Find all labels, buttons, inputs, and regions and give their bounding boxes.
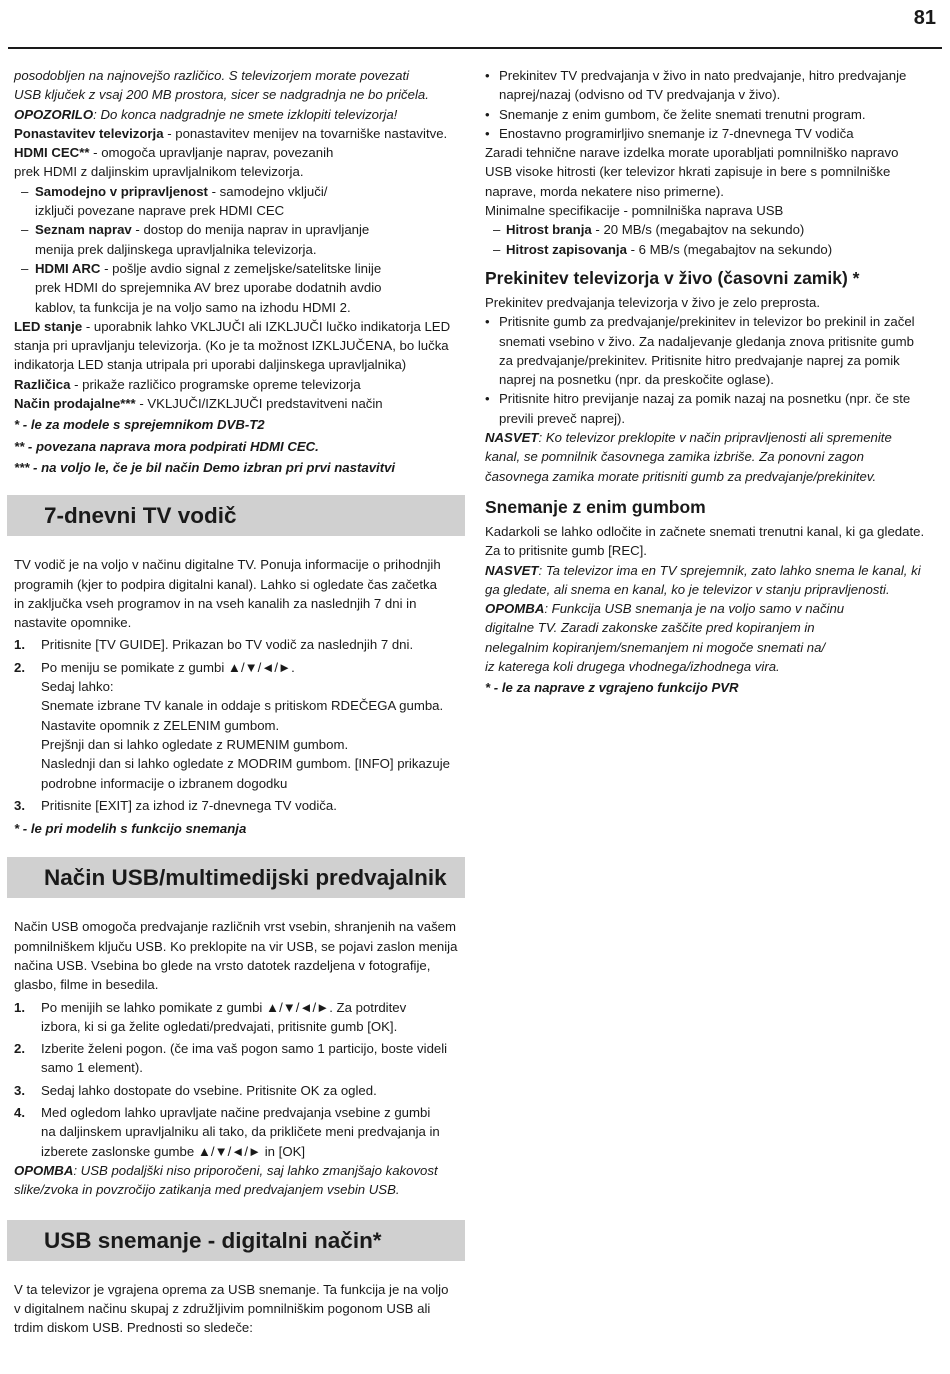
page-number: 81	[913, 7, 936, 29]
hdmi-cec-setting: HDMI CEC** - omogoča upravljanje naprav, povezanih	[14, 145, 334, 161]
usb-step-4: 4. Med ogledom lahko upravljate načine predvajanja vsebine z gumbi na daljinskem upravljalniku ali tako, da prikličete meni predvajanja in izberete zaslonske gumbe ▲/▼/◄/► in [OK]	[14, 1105, 440, 1159]
reset-setting: Ponastavitev televizorja - ponastavitev menijev na tovarniške nastavitve.	[14, 125, 448, 141]
timeshift-bullet: • Pritisnite hitro previjanje nazaj za pomik nazaj na posnetku (npr. če ste previli preveč naprej).	[485, 389, 937, 428]
footnote: *** - na voljo le, če je bil način Demo izbran pri prvi nastavitvi	[14, 459, 396, 475]
timeshift-tip: NASVET: Ko televizor preklopite v način pripravljenosti ali spremenite	[485, 430, 892, 446]
footnote: * - le za naprave z vgrajeno funkcijo PVR	[485, 680, 739, 696]
intro-line: posodobljen na najnovejšo različico. S televizorjem morate povezati	[14, 68, 410, 83]
cec-item-device-list: – Seznam naprav - dostop do menija naprav in upravljanje menija prek daljinskega upravljalnika televizorja.	[14, 220, 466, 259]
section-header-usb-player: Način USB/multimedijski predvajalnik	[7, 857, 465, 898]
guide-step-3: 3. Pritisnite [EXIT] za izhod iz 7-dnevnega TV vodiča.	[14, 797, 337, 813]
cec-item-arc: – HDMI ARC - pošlje avdio signal z zemeljske/satelitske linije prek HDMI do sprejemnika AV brez uporabe dodatnih avdio kablov, ta funkcija je na voljo samo na izhodu HDMI 2.	[14, 259, 466, 317]
section-header-usb-recording: USB snemanje - digitalni način*	[7, 1220, 465, 1261]
spec-read-speed: – Hitrost branja - 20 MB/s (megabajtov na sekundo)	[485, 220, 937, 239]
usb-step-1: 1. Po menijih se lahko pomikate z gumbi ▲/▼/◄/►. Za potrditev izbora, ki si ga želite ogledati/predvajati, pritisnite gumb [OK].	[14, 999, 407, 1034]
cec-item-standby: – Samodejno v pripravljenost - samodejno vključi/ izključi povezane naprave prek HDMI CEC	[14, 182, 466, 221]
usb-step-2: 2. Izberite želeni pogon. (če ima vaš pogon samo 1 particijo, boste videli samo 1 element).	[14, 1041, 448, 1076]
guide-step-1: 1. Pritisnite [TV GUIDE]. Prikazan bo TV vodič za naslednjih 7 dni.	[14, 637, 414, 653]
benefit-item: • Snemanje z enim gumbom, če želite snemati trenutni program.	[485, 105, 937, 124]
timeshift-bullet: • Pritisnite gumb za predvajanje/prekinitev in televizor bo prekinil in začel snemati vsebino v živo. Za nadaljevanje gledanja znova pritisnite gumb za predvajanje/prekinitev. Pritisnite hitro predvajanje naprej za pomik naprej na posnetku (npr. da preskočite oglase).	[485, 312, 937, 389]
footnote: * - le za modele s sprejemnikom DVB-T2	[14, 417, 265, 433]
benefit-item: • Enostavno programirljivo snemanje iz 7-dnevnega TV vodiča	[485, 124, 937, 143]
spec-write-speed: – Hitrost zapisovanja - 6 MB/s (megabajtov na sekundo)	[485, 240, 937, 259]
spec-title: Minimalne specifikacije - pomnilniška naprava USB	[485, 203, 784, 219]
shop-mode-setting: Način prodajalne*** - VKLJUČI/IZKLJUČI predstavitveni način	[14, 396, 383, 412]
one-touch-tip: NASVET: Ta televizor ima en TV sprejemnik, zato lahko snema le kanal, ki	[485, 562, 921, 578]
usb-step-3: 3. Sedaj lahko dostopate do vsebine. Pritisnite OK za ogled.	[14, 1082, 377, 1098]
led-setting: LED stanje - uporabnik lahko VKLJUČI ali IZKLJUČI lučko indikatorja LED	[14, 318, 451, 334]
section-header-tv-guide: 7-dnevni TV vodič	[7, 495, 465, 536]
benefit-item: • Prekinitev TV predvajanja v živo in nato predvajanje, hitro predvajanje naprej/nazaj (odvisno od TV predvajanja v živo).	[485, 66, 937, 105]
right-column: • Prekinitev TV predvajanja v živo in nato predvajanje, hitro predvajanje naprej/nazaj (odvisno od TV predvajanja v živo). • Snemanje z enim gumbom, če želite snemati trenutni program. • Enostavno programirljivo snemanje iz 7-dnevnega TV vodiča Zaradi tehnične narave izdelka morate uporabljati pomnilniško napravo USB visoke hitrosti (ker televizor hkrati zapisuje in bere s pomnilniške naprave, morda nekatere niso primerne). Minimalne specifikacije - pomnilniška naprava USB – Hitrost branja - 20 MB/s (megabajtov na sekundo) – Hitrost zapisovanja - 6 MB/s (megabajtov na sekundo) Prekinitev televizorja v živo (časovni zamik) * Prekinitev predvajanja televizorja v živo je zelo preprosta. • Pritisnite gumb za predvajanje/prekinitev in televizor bo prekinil in začel snemati vsebino v živo. Za nadaljevanje gledanja znova pritisnite gumb za predvajanje/prekinitev. Pritisnite hitro predvajanje naprej za pomik naprej na posnetku (npr. da preskočite oglase). • Pritisnite hitro previjanje nazaj za pomik nazaj na posnetku (npr. če ste previli preveč naprej). NASVET: Ko televizor preklopite v način pripravljenosti ali spremenite kanal, se pomnilnik časovnega zamika izbriše. Za ponovni zagon časovnega zamika morate pritisniti gumb za predvajanje/prekinitev. Snemanje z enim gumbom Kadarkoli se lahko odločite in začnete snemati trenutni kanal, ki ga gledate. Za to pritisnite gumb [REC]. NASVET: Ta televizor ima en TV sprejemnik, zato lahko snema le kanal, ki ga gledate, ali snema en kanal, ko je televizor v stanju pripravljenosti. OPOMBA: Funkcija USB snemanja je na voljo samo v načinu digitalne TV. Zaradi zakonske zaščite pred kopiranjem in nelegalnim kopiranjem/snemanjem ni mogoče snemati na/ iz katerega koli drugega vhodnega/izhodnega vira. * - le za naprave z vgrajeno funkcijo PVR	[485, 66, 937, 698]
footnote: ** - povezana naprava mora podpirati HDMI CEC.	[14, 438, 319, 454]
one-touch-heading: Snemanje z enim gumbom	[485, 496, 706, 517]
left-column: posodobljen na najnovejšo različico. S televizorjem morate povezati USB ključek z vsaj 200 MB prostora, sicer se nadgradnja ne bo pričela. OPOZORILO: Do konca nadgradnje ne smete izklopiti televizorja! Ponastavitev televizorja - ponastavitev menijev na tovarniške nastavitve. HDMI CEC** - omogoča upravljanje naprav, povezanih prek HDMI z daljinskim upravljalnikom televizorja. – Samodejno v pripravljenost - samodejno vključi/ izključi povezane naprave prek HDMI CEC – Seznam naprav - dostop do menija naprav in upravljanje menija prek daljinskega upravljalnika televizorja. – HDMI ARC - pošlje avdio signal z zemeljske/satelitske linije prek HDMI do sprejemnika AV brez uporabe dodatnih avdio kablov, ta funkcija je na voljo samo na izhodu HDMI 2. LED stanje - uporabnik lahko VKLJUČI ali IZKLJUČI lučko indikatorja LED stanja pri upravljanju televizorja. (Ko je ta možnost IZKLJUČENA, bo lučka indikatorja LED stanja utripala pri uporabi daljinskega upravljalnika) Različica - prikaže različico programske opreme televizorja Način prodajalne*** - VKLJUČI/IZKLJUČI predstavitveni način * - le za modele s sprejemnikom DVB-T2 ** - povezana naprava mora podpirati HDMI CEC. *** - na voljo le, če je bil način Demo izbran pri prvi nastavitvi 7-dnevni TV vodič TV vodič je na voljo v načinu digitalne TV. Ponuja informacije o prihodnjih programih (kjer to podpira digitalni kanal). Lahko si ogledate čas začetka in zaključka vseh programov in na vseh kanalih za naslednjih 7 dni in nastavite opomnike. 1. Pritisnite [TV GUIDE]. Prikazan bo TV vodič za naslednjih 7 dni. 2. Po meniju se pomikate z gumbi ▲/▼/◄/►. Sedaj lahko: Snemate izbrane TV kanale in oddaje s pritiskom RDEČEGA gumba. Nastavite opomnik z ZELENIM gumbom. Prejšnji dan si lahko ogledate z RUMENIM gumbom. Naslednji dan si lahko ogledate z MODRIM gumbom. [INFO] prikazuje podrobne informacije o izbranem dogodku 3. Pritisnite [EXIT] za izhod iz 7-dnevnega TV vodiča. * - le pri modelih s funkcijo snemanja Način USB/multimedijski predvajalnik Način USB omogoča predvajanje različnih vrst vsebin, shranjenih na vašem pomnilniškem ključu USB. Ko preklopite na vir USB, se pojavi zaslon menija načina USB. Vsebina bo glede na vrsto datotek razdeljena v fotografije, glasbo, filme in besedila. 1. Po menijih se lahko pomikate z gumbi ▲/▼/◄/►. Za potrditev izbora, ki si ga želite ogledati/predvajati, pritisnite gumb [OK]. 2. Izberite želeni pogon. (če ima vaš pogon samo 1 particijo, boste videli samo 1 element). 3. Sedaj lahko dostopate do vsebine. Pritisnite OK za ogled. 4. Med ogledom lahko upravljate načine predvajanja vsebine z gumbi na daljinskem upravljalniku ali tako, da prikličete meni predvajanja in izberete zaslonske gumbe ▲/▼/◄/► in [OK] OPOMBA: USB podaljški niso priporočeni, saj lahko zmanjšajo kakovost slike/zvoka in povzročijo zatikanja med predvajanjem vsebin USB. USB snemanje - digitalni način* V ta televizor je vgrajena oprema za USB snemanje. Ta funkcija je na voljo v digitalnem načinu skupaj z združljivim pomnilniškim pogonom USB ali trdim diskom USB. Prednosti so sledeče:	[14, 66, 466, 1337]
warning: OPOZORILO: Do konca nadgradnje ne smete izklopiti televizorja!	[14, 106, 398, 122]
header-rule	[8, 47, 942, 49]
version-setting: Različica - prikaže različico programske opreme televizorja	[14, 376, 361, 392]
guide-step-2: 2. Po meniju se pomikate z gumbi ▲/▼/◄/►. Sedaj lahko: Snemate izbrane TV kanale in oddaje s pritiskom RDEČEGA gumba. Nastavite opomnik z ZELENIM gumbom. Prejšnji dan si lahko ogledate z RUMENIM gumbom. Naslednji dan si lahko ogledate z MODRIM gumbom. [INFO] prikazuje podrobne informacije o izbranem dogodku	[14, 659, 450, 791]
timeshift-heading: Prekinitev televizorja v živo (časovni zamik) *	[485, 267, 860, 288]
warning-label: OPOZORILO	[14, 106, 94, 122]
hdmi-cec-line: prek HDMI z daljinskim upravljalnikom televizorja.	[14, 164, 304, 180]
intro-line: USB ključek z vsaj 200 MB prostora, sicer se nadgradnja ne bo pričela.	[14, 87, 429, 103]
usb-note: OPOMBA: USB podaljški niso priporočeni, saj lahko zmanjšajo kakovost	[14, 1162, 438, 1178]
one-touch-note: OPOMBA: Funkcija USB snemanja je na voljo samo v načinu	[485, 601, 845, 617]
footnote: * - le pri modelih s funkcijo snemanja	[14, 821, 247, 837]
